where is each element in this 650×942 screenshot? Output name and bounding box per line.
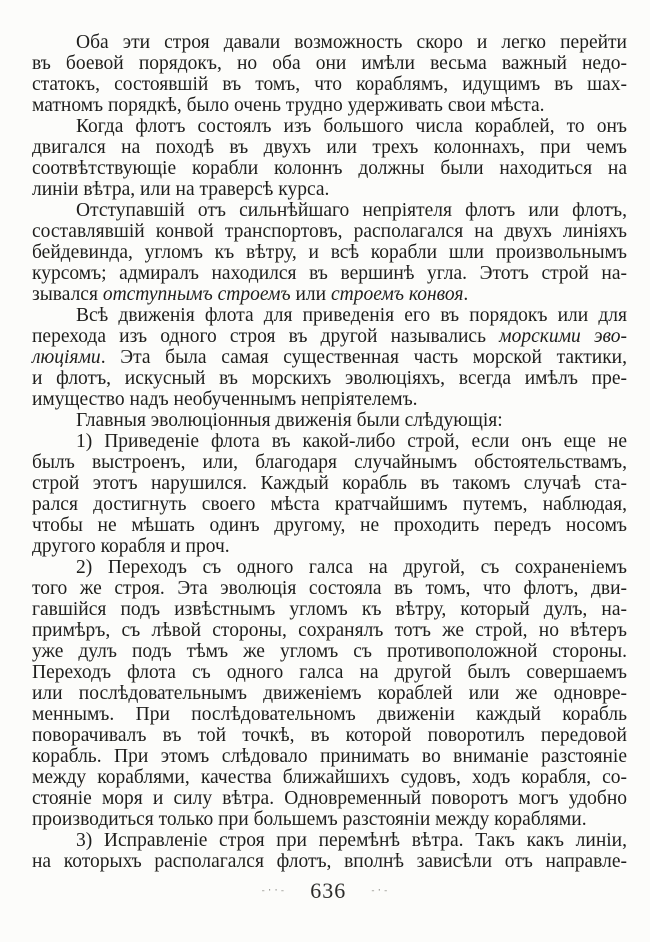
text-segment: или: [290, 284, 331, 305]
page-number: 636: [310, 878, 347, 903]
text-line: [32, 536, 627, 557]
text-segment: Переходъ флота съ одного галса на другой былъ совершаемъ: [32, 662, 627, 683]
italic-text-segment: отступнымъ строемъ: [102, 284, 291, 305]
text-segment: на которыхъ располагался флотъ, вполнѣ зависѣли отъ направле-: [32, 851, 627, 872]
text-line: [32, 32, 627, 53]
text-segment: бейдевинда, угломъ къ вѣтру, и всѣ корабли шли произвольнымъ: [32, 242, 627, 263]
text-line: [32, 725, 627, 746]
italic-text-segment: морскими эво-: [499, 326, 627, 347]
text-segment: между кораблями, качества ближайшихъ судовъ, ходъ корабля, со-: [32, 767, 627, 788]
text-line: [32, 242, 627, 263]
text-line: [32, 95, 627, 116]
text-line: [32, 158, 627, 179]
text-segment: былъ выстроенъ, или, благодаря случайнымъ обстоятельствамъ,: [32, 452, 627, 473]
text-line: [32, 137, 627, 158]
text-segment: или послѣдовательнымъ движеніемъ кораблей или же одновре-: [32, 683, 627, 704]
text-segment: поворачивалъ въ той точкѣ, въ которой поворотилъ передовой: [32, 725, 627, 746]
text-line: [32, 452, 627, 473]
text-segment: Отступавшій отъ сильнѣйшаго непріятеля флотъ или флотъ,: [76, 200, 627, 221]
text-segment: въ боевой порядокъ, но оба они имѣли весьма важный недо-: [32, 53, 627, 74]
text-segment: производиться только при большемъ разстояніи между кораблями.: [32, 809, 587, 830]
text-line: [32, 641, 627, 662]
text-line: [32, 305, 627, 326]
text-segment: составлявшій конвой транспортовъ, располагался на двухъ линіяхъ: [32, 221, 627, 242]
text-line: [32, 74, 627, 95]
text-block: [32, 32, 627, 872]
text-segment: зывался: [32, 284, 103, 305]
text-line: [32, 599, 627, 620]
text-line: [32, 851, 627, 872]
text-line: [32, 578, 627, 599]
text-line: [32, 473, 627, 494]
text-segment: другого корабля и проч.: [32, 536, 230, 557]
text-line: [32, 788, 627, 809]
text-line: [32, 221, 627, 242]
text-segment: примѣръ, съ лѣвой стороны, сохранялъ тотъ же строй, но вѣтеръ: [32, 620, 627, 641]
text-segment: имущество надъ необученнымъ непріятелемъ.: [32, 389, 418, 410]
text-line: [32, 704, 627, 725]
text-line: [32, 830, 627, 851]
text-segment: статокъ, состоявшій въ томъ, что кораблямъ, идущимъ въ шах-: [32, 74, 627, 95]
text-segment: . Эта была самая существенная часть морской тактики,: [100, 347, 627, 368]
text-line: [32, 347, 627, 368]
text-line: [32, 746, 627, 767]
text-segment: стояніе моря и силу вѣтра. Одновременный поворотъ могъ удобно: [32, 788, 627, 809]
text-segment: 1) Приведеніе флота въ какой-либо строй, если онъ еще не: [76, 431, 627, 452]
text-segment: корабль. При этомъ слѣдовало принимать во вниманіе разстояніе: [32, 746, 627, 767]
text-segment: рался достигнуть своего мѣста кратчайшимъ путемъ, наблюдая,: [32, 494, 627, 515]
text-segment: линіи вѣтра, или на траверсѣ курса.: [32, 179, 330, 200]
text-line: [32, 326, 627, 347]
text-segment: Всѣ движенія флота для приведенія его въ порядокъ или для: [76, 305, 627, 326]
text-line: [32, 662, 627, 683]
text-line: [32, 389, 627, 410]
text-line: [32, 809, 627, 830]
text-segment: гавшійся подъ извѣстнымъ угломъ къ вѣтру, который дулъ, на-: [32, 599, 627, 620]
text-line: [32, 284, 627, 305]
text-segment: 2) Переходъ съ одного галса на другой, съ сохраненіемъ: [76, 557, 627, 578]
text-line: [32, 179, 627, 200]
text-line: [32, 200, 627, 221]
text-segment: матномъ порядкѣ, было очень трудно удерживать свои мѣста.: [32, 95, 545, 116]
text-segment: .: [463, 284, 469, 305]
text-line: [32, 494, 627, 515]
text-segment: курсомъ; адмиралъ находился въ вершинѣ угла. Этотъ строй на-: [32, 263, 627, 284]
text-line: [32, 263, 627, 284]
text-segment: 3) Исправленіе строя при перемѣнѣ вѣтра. Такъ какъ линіи,: [76, 830, 627, 851]
text-segment: Главныя эволюціонныя движенія были слѣдующія:: [76, 410, 503, 431]
text-segment: и флотъ, искусный въ морскихъ эволюціяхъ, всегда имѣлъ пре-: [32, 368, 627, 389]
text-line: [32, 431, 627, 452]
text-segment: Оба эти строя давали возможность скоро и легко перейти: [76, 32, 627, 53]
footer-ornament-left: -··-: [260, 886, 287, 896]
text-line: [32, 53, 627, 74]
text-line: [32, 767, 627, 788]
text-segment: чтобы не мѣшать одинъ другому, не проходить передъ носомъ: [32, 515, 627, 536]
italic-text-segment: люціями: [32, 347, 101, 368]
page-footer: [0, 878, 650, 904]
text-segment: перехода изъ одного строя въ другой назывались: [32, 326, 500, 347]
text-line: [32, 368, 627, 389]
italic-text-segment: строемъ конвоя: [330, 284, 464, 305]
text-line: [32, 116, 627, 137]
text-segment: меннымъ. При послѣдовательномъ движеніи каждый корабль: [32, 704, 627, 725]
text-line: [32, 683, 627, 704]
text-line: [32, 515, 627, 536]
text-segment: уже дулъ подъ тѣмъ же угломъ съ противоположной стороны.: [32, 641, 627, 662]
text-segment: того же строя. Эта эволюція состояла въ томъ, что флотъ, дви-: [32, 578, 627, 599]
text-line: [32, 557, 627, 578]
text-segment: строй этотъ нарушился. Каждый корабль въ такомъ случаѣ ста-: [32, 473, 627, 494]
text-line: [32, 620, 627, 641]
text-segment: соотвѣтствующіе корабли колоннъ должны были находиться на: [32, 158, 627, 179]
footer-ornament-right: -·-: [370, 886, 390, 896]
text-segment: двигался на походѣ въ двухъ или трехъ колоннахъ, при чемъ: [32, 137, 627, 158]
text-line: [32, 410, 627, 431]
text-segment: Когда флотъ состоялъ изъ большого числа кораблей, то онъ: [76, 116, 627, 137]
